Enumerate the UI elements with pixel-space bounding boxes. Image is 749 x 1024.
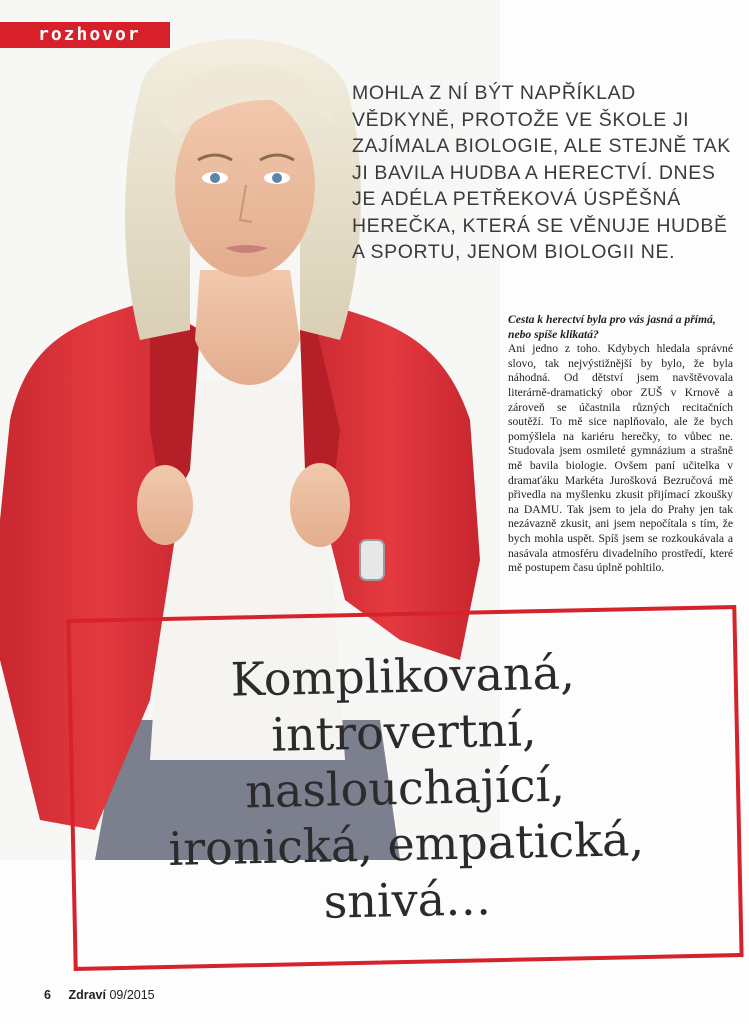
page-footer xyxy=(44,988,155,1002)
quote-line: naslouchající, xyxy=(244,757,566,819)
pull-quote xyxy=(67,641,743,935)
interview-text xyxy=(508,313,733,576)
quote-line: introvertní, xyxy=(270,702,537,762)
quote-line: snivá… xyxy=(323,871,492,929)
page-number: 6 xyxy=(44,988,51,1002)
quote-line: ironická, empatická, xyxy=(167,812,645,876)
issue-number: 09/2015 xyxy=(109,988,155,1002)
interview-answer: Ani jedno z toho. Kdybych hledala správné slovo, tak nejvýstižnější by bylo, že byla náhodná. Od dětství jsem navštěvovala literárně-dramatický obor ZUŠ v Krnově a zároveň se účastnila různých recitačních soutěží. To mě sice naplňovalo, ale že bych pomýšlela na kariéru herečky, to vůbec ne. Studovala jsem osmileté gymnázium a strašně mě bavila biologie. Ovšem paní učitelka v dramaťáku Markéta Jurošková Bezručová mě přivedla na myšlenku zkusit přijímací zkoušky na DAMU. Tak jsem to jela do Prahy jen tak nezávazně zkusit, ani jsem nepočítala s tím, že bych mohla uspět. Spíš jsem se rozkoukávala a nasávala atmosféru divadelního prostředí, které mě postupem času úplně pohltilo. xyxy=(508,342,733,575)
lead-paragraph: MOHLA Z NÍ BÝT NAPŘÍKLAD VĚDKYNĚ, PROTOŽE VE ŠKOLE JI ZAJÍMALA BIOLOGIE, ALE STEJNĚ TAK JI BAVILA HUDBA A HERECTVÍ. DNES JE ADÉLA PETŘEKOVÁ ÚSPĚŠNÁ HEREČKA, KTERÁ SE VĚNUJE HUDBĚ A SPORTU, JENOM BIOLOGII NE. xyxy=(352,82,731,263)
section-tag: rozhovor xyxy=(0,22,170,48)
magazine-name: Zdraví xyxy=(68,988,106,1002)
quote-line: Komplikovaná, xyxy=(230,645,576,707)
interview-question: Cesta k herectví byla pro vás jasná a přímá, nebo spíše klikatá? xyxy=(508,313,716,341)
